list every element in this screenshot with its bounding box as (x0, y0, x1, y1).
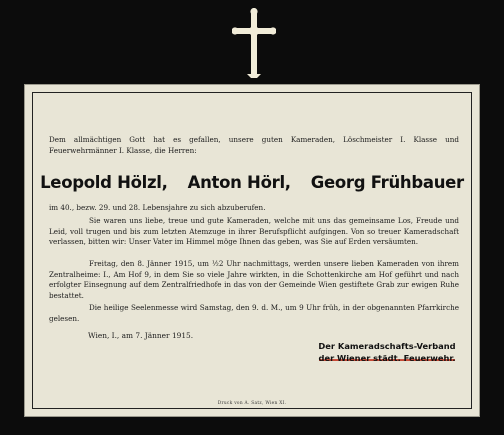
requiem-paragraph: Die heilige Seelenmesse wird Samstag, den 9. d. M., um 9 Uhr früh, in der obgenannten Pfarrkirche gelesen. (49, 303, 459, 323)
deceased-names (35, 173, 469, 192)
printer-imprint: Druck von A. Satz, Wien XI. (217, 401, 287, 406)
intro-text: Dem allmächtigen Gott hat es gefallen, unsere guten Kameraden, Löschmeister I. Klasse und Feuerwehrmänner I. Klasse, die Herren: (49, 135, 459, 155)
age-line: im 40., bezw. 29. und 28. Lebensjahre zu sich abzuberufen. (49, 203, 266, 212)
comradeship-paragraph: Sie waren uns liebe, treue und gute Kameraden, welche mit uns das gemeinsame Los, Freude und Leid, voll trugen und bis zum letzten Atemzuge in ihrer Berufspflicht aufgingen. Von so treuer Kameradschaft verlassen, bitten wir: Unser Vater im Himmel möge Ihnen das geben, was Sie auf Erden versäumten. (49, 216, 459, 247)
intro-paragraph (49, 135, 459, 156)
signature-block (297, 341, 477, 364)
obituary-notice (24, 84, 480, 417)
name-georg-fruehbauer: Georg Frühbauer (310, 173, 464, 192)
name-leopold-hoelzl: Leopold Hölzl, (40, 173, 168, 192)
signature-line-2: der Wiener städt. Feuerwehr. (318, 352, 456, 363)
latin-cross-icon (232, 8, 276, 80)
name-anton-hoerl: Anton Hörl, (187, 173, 291, 192)
place-date: Wien, I., am 7. Jänner 1915. (88, 331, 194, 340)
funeral-paragraph: Freitag, den 8. Jänner 1915, um ½2 Uhr nachmittags, werden unsere lieben Kameraden von ihrem Zentralheime: I., Am Hof 9, in dem Sie so viele Jahre wirkten, in die Schottenkirche am Hof geführt und nach erfolgter Einsegnung auf dem Zentralfriedhofe in das von der Gemeinde Wien gestiftete Grab zur ewigen Ruhe bestattet. (49, 259, 459, 301)
signature-line-1: Der Kameradschafts-Verband (318, 341, 456, 351)
